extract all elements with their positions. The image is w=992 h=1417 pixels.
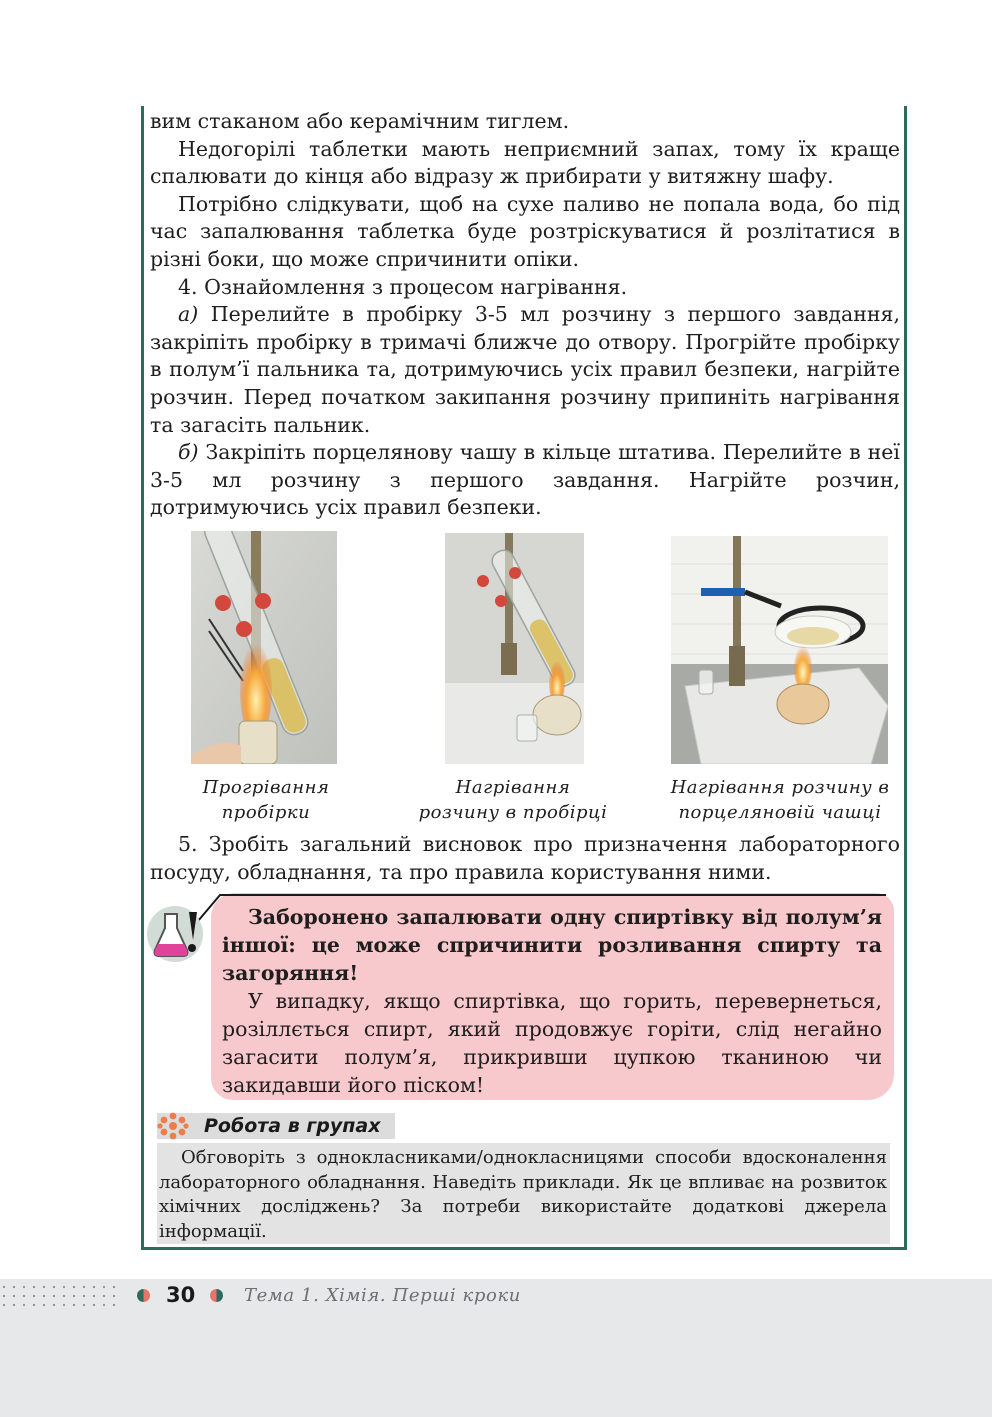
group-work-title: Робота в групах xyxy=(204,1115,381,1137)
molecule-cluster-icon xyxy=(157,1111,189,1141)
footer-bullet-right xyxy=(210,1289,223,1302)
footer-dots-decoration xyxy=(0,1283,124,1309)
step-b-marker: б) xyxy=(178,440,199,465)
group-work-text: Обговоріть з однокласниками/однокласницями способи вдосконалення лабораторного обладнання. Наведіть приклади. Як це впливає на розвиток хімічних досліджень? За потреби використайте додаткові джерела інформації. xyxy=(159,1147,887,1242)
warning-body-text: У випадку, якщо спиртівка, що горить, перевернеться, розіллється спирт, який продовжує горіти, слід негайно загасити полум’я, прикривши цупкою тканиною чи закидавши його піском! xyxy=(222,989,882,1097)
warning-text xyxy=(222,903,882,1099)
step-5 xyxy=(150,831,900,886)
photo-warming-test-tube xyxy=(191,531,337,764)
step-b xyxy=(150,439,900,522)
main-text xyxy=(150,108,900,522)
caption-photo-2: Нагрівання розчину в пробірці xyxy=(418,777,608,823)
flask-warning-icon xyxy=(145,900,211,966)
paragraph-continuation: вим стаканом або керамічним тиглем. xyxy=(150,109,570,133)
step-a xyxy=(150,301,900,439)
paragraph-water-warning: Потрібно слідкувати, щоб на сухе паливо не попала вода, бо під час запалювання таблетка буде розтріскуватися й розлітатися в різні боки, що може спричинити опіки. xyxy=(150,191,900,271)
paragraph-tablets-smell: Недогорілі таблетки мають неприємний запах, тому їх краще спалювати до кінця або відразу ж прибирати у витяжну шафу. xyxy=(150,136,900,189)
step-a-marker: а) xyxy=(178,302,199,327)
step-a-text: Перелийте в пробірку 3-5 мл розчину з першого завдання, закріпіть пробірку в тримачі ближче до отвору. Прогрійте пробірку в полум’ї пальника та, дотримуючись усіх правил безпеки, нагрійте розчин. Перед початком закипання розчину припиніть нагрівання та загасіть пальник. xyxy=(150,302,900,437)
caption-photo-1: Прогрівання пробірки xyxy=(202,777,330,823)
page-number: 30 xyxy=(166,1283,196,1307)
step-b-text: Закріпіть порцелянову чашу в кільце штатива. Перелийте в неї 3-5 мл розчину з першого завдання. Нагрійте розчин, дотримуючись усіх правил безпеки. xyxy=(150,440,900,520)
photo-heating-test-tube xyxy=(445,533,584,764)
photo-heating-porcelain-dish xyxy=(671,536,888,764)
footer-topic: Тема 1. Хімія. Перші кроки xyxy=(244,1285,521,1306)
caption-photo-3: Нагрівання розчину в порцеляновій чашці xyxy=(670,777,890,823)
step-5-text: 5. Зробіть загальний висновок про призначення лабораторного посуду, обладнання, та про правила користування ними. xyxy=(150,832,900,884)
footer-bullet-left xyxy=(137,1289,150,1302)
step-4-heading: 4. Ознайомлення з процесом нагрівання. xyxy=(178,274,628,299)
warning-bold-text: Заборонено запалювати одну спиртівку від полум’я іншої: це може спричинити розливання спирту та загоряння! xyxy=(222,905,882,985)
